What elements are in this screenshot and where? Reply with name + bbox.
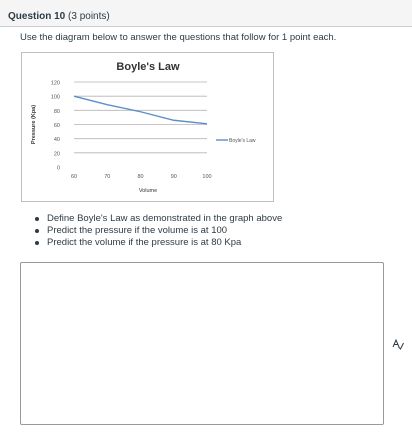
y-tick-label: 20 bbox=[53, 151, 60, 158]
question-list bbox=[34, 213, 282, 249]
question-header bbox=[0, 0, 412, 27]
question-points: (3 points) bbox=[68, 11, 110, 22]
spellcheck-icon[interactable] bbox=[392, 338, 404, 350]
question-item-predict-volume: Predict the volume if the pressure is at 80 Kpa bbox=[34, 237, 282, 249]
y-tick-label: 0 bbox=[56, 165, 60, 172]
chart-svg bbox=[22, 53, 275, 203]
question-item-predict-pressure: Predict the pressure if the volume is at 100 bbox=[34, 225, 282, 237]
y-tick-label: 40 bbox=[53, 137, 60, 144]
y-tick-label: 100 bbox=[50, 94, 60, 101]
x-tick-label: 100 bbox=[202, 174, 212, 180]
boyles-law-chart bbox=[21, 52, 274, 202]
x-tick-label: 70 bbox=[104, 174, 111, 180]
y-tick-label: 80 bbox=[53, 108, 60, 115]
question-item-define: Define Boyle's Law as demonstrated in the graph above bbox=[34, 213, 282, 225]
x-tick-label: 60 bbox=[70, 174, 78, 180]
legend-label: Boyle's Law bbox=[229, 138, 256, 144]
y-axis-label: Pressure (Kpa) bbox=[31, 104, 37, 145]
y-tick-label: 120 bbox=[50, 80, 60, 87]
x-axis-label: Volume bbox=[138, 188, 158, 194]
x-tick-label: 90 bbox=[170, 174, 177, 180]
y-tick-label: 60 bbox=[53, 123, 60, 129]
x-tick-label: 80 bbox=[137, 174, 144, 180]
answer-textarea[interactable] bbox=[20, 262, 384, 425]
question-title bbox=[8, 11, 110, 22]
chart-title: Boyle's Law bbox=[116, 61, 180, 73]
question-number: Question 10 bbox=[8, 11, 66, 22]
question-instructions: Use the diagram below to answer the questions that follow for 1 point each. bbox=[20, 32, 337, 43]
